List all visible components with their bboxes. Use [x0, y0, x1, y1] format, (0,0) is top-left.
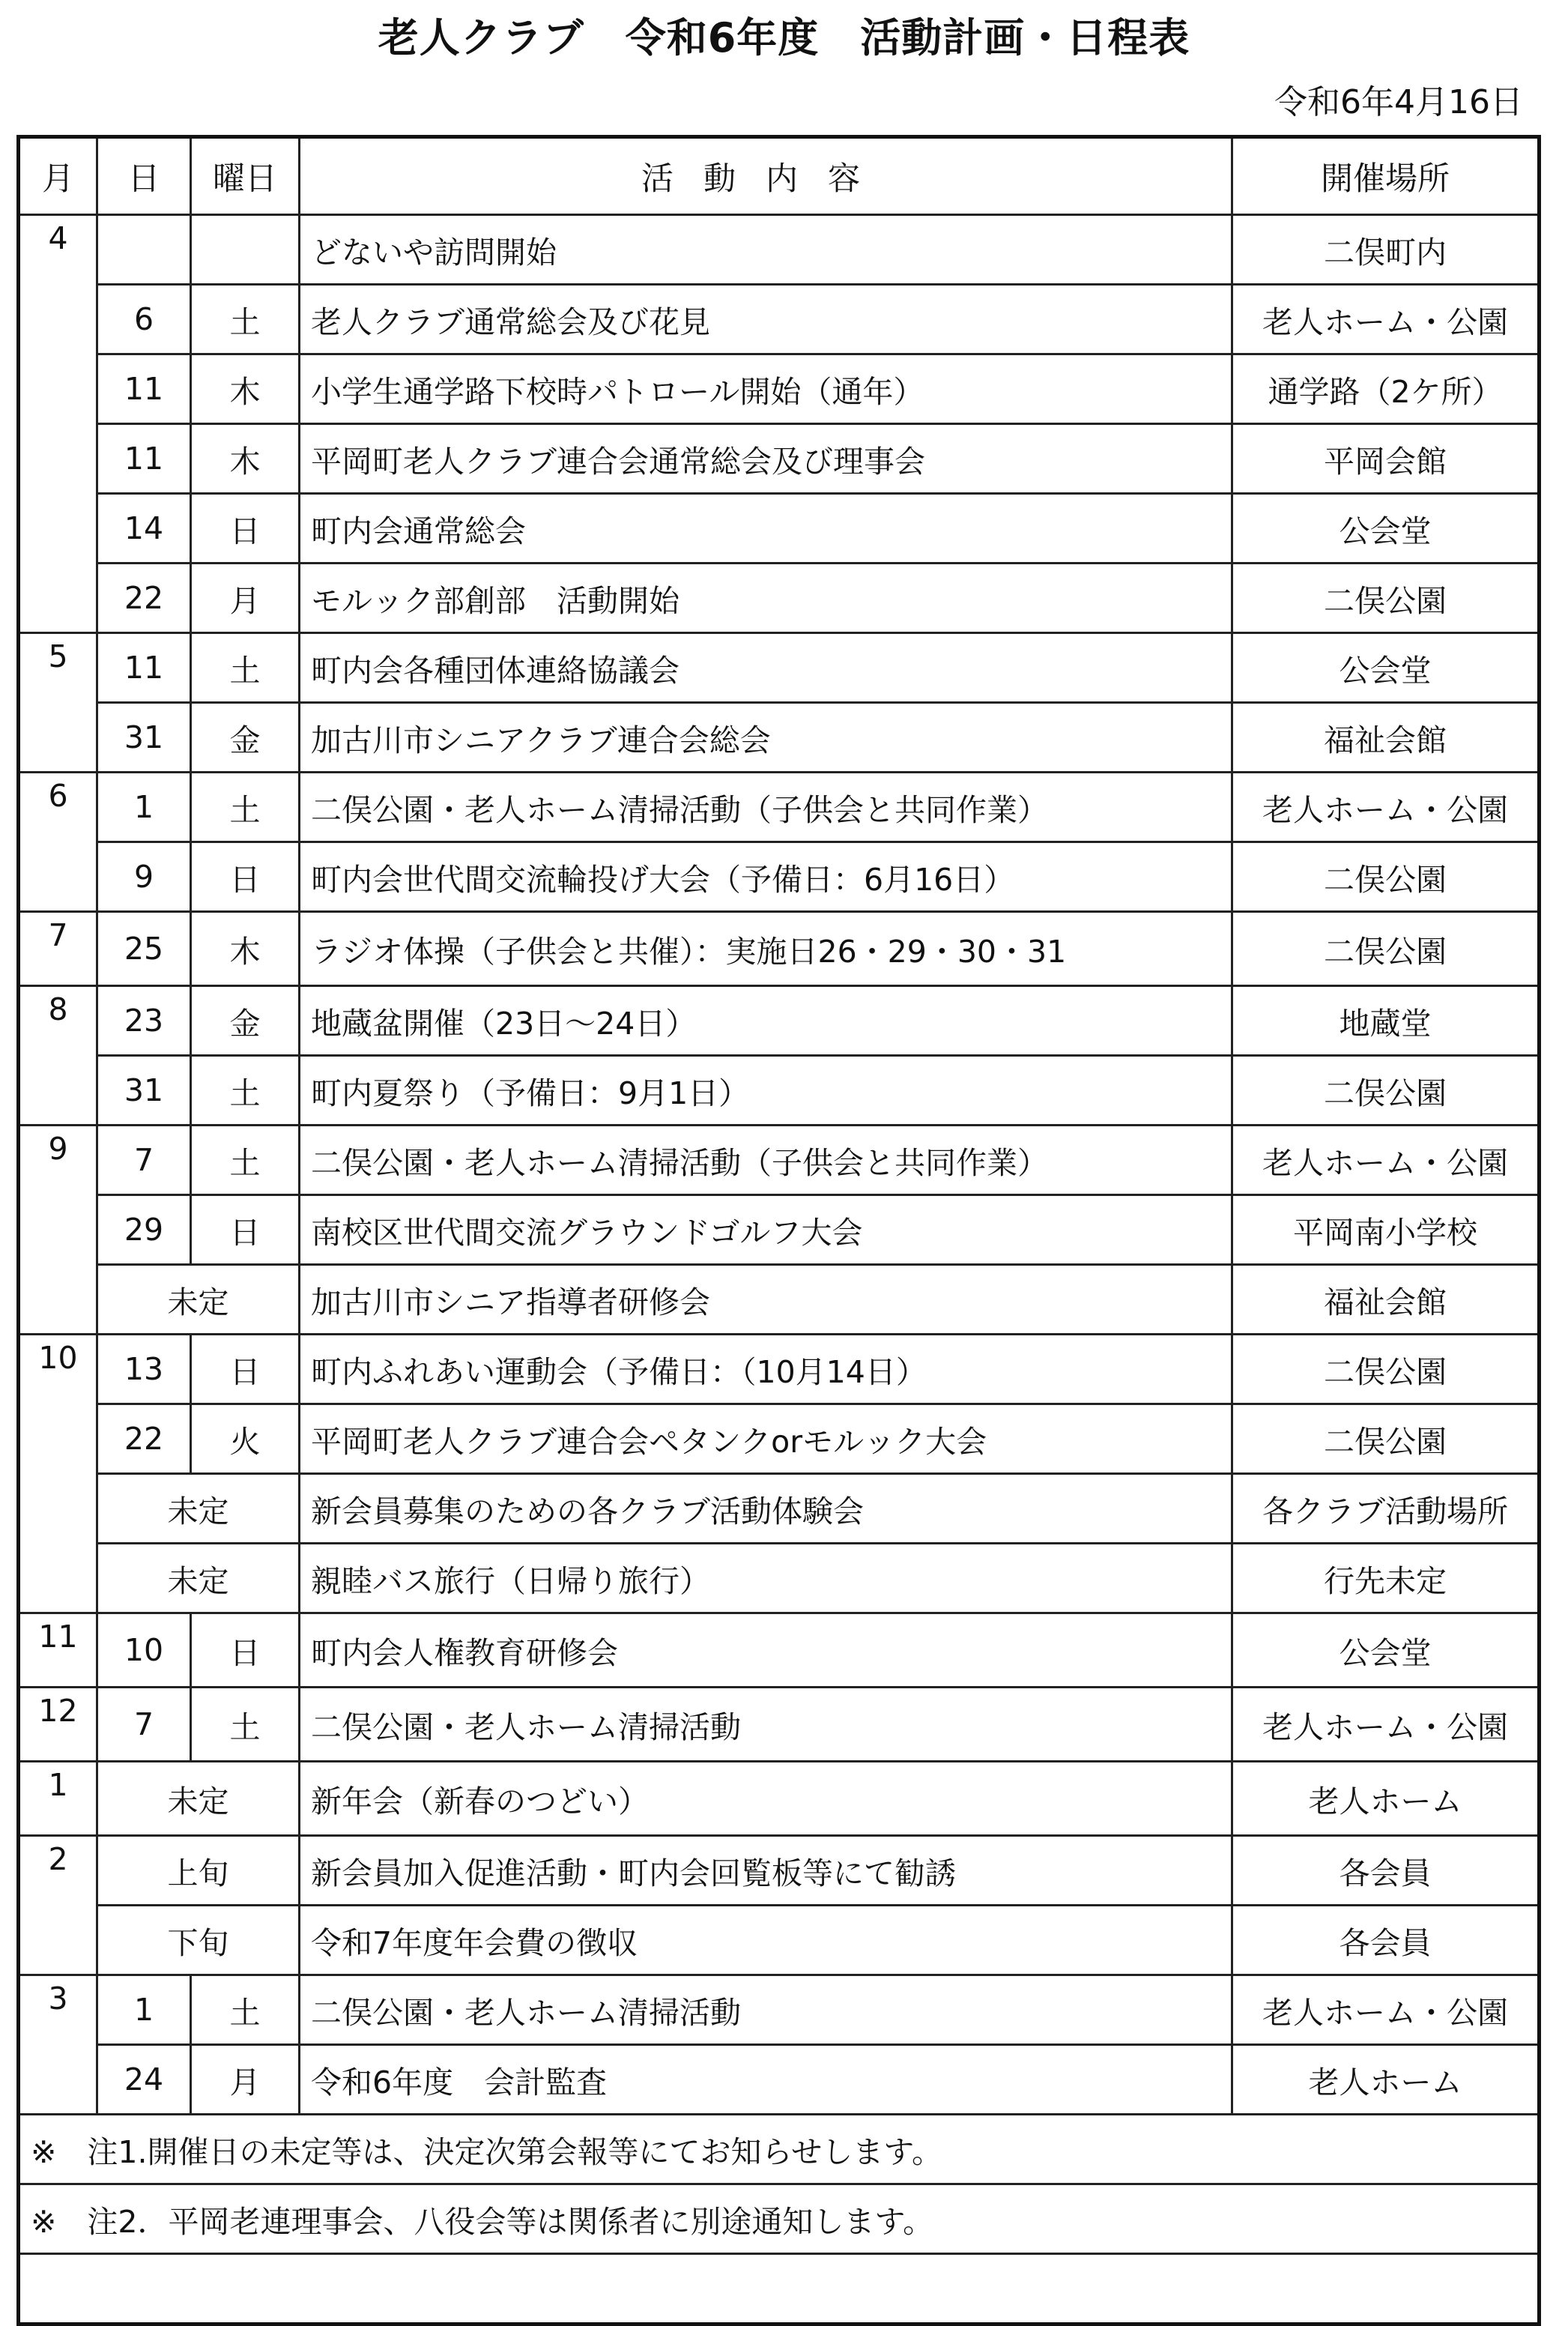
weekday-cell: 土: [191, 285, 300, 354]
venue-cell: 二俣公園: [1232, 912, 1540, 986]
weekday-cell: [191, 215, 300, 285]
venue-cell: 通学路（2ケ所）: [1232, 354, 1540, 424]
venue-cell: 行先未定: [1232, 1544, 1540, 1613]
table-row: [19, 2045, 1540, 2115]
table-row: [19, 1836, 1540, 1906]
venue-cell: 公会堂: [1232, 1613, 1540, 1688]
activity-cell: 二俣公園・老人ホーム清掃活動: [300, 1975, 1232, 2045]
day-cell: 6: [97, 285, 191, 354]
table-row: [19, 633, 1540, 703]
venue-cell: 地蔵堂: [1232, 986, 1540, 1056]
activity-cell: 親睦バス旅行（日帰り旅行）: [300, 1544, 1232, 1613]
activity-cell: 二俣公園・老人ホーム清掃活動（子供会と共同作業）: [300, 1126, 1232, 1195]
activity-cell: 老人クラブ通常総会及び花見: [300, 285, 1232, 354]
table-row: [19, 494, 1540, 564]
month-cell: 11: [19, 1613, 97, 1688]
day-cell: 7: [97, 1126, 191, 1195]
timing-cell: 未定: [97, 1265, 300, 1335]
header-weekday: 曜日: [191, 137, 300, 215]
venue-cell: 二俣公園: [1232, 1335, 1540, 1404]
venue-cell: 二俣公園: [1232, 564, 1540, 633]
day-cell: 10: [97, 1613, 191, 1688]
table-row: [19, 1404, 1540, 1474]
activity-cell: 町内ふれあい運動会（予備日：（10月14日）: [300, 1335, 1232, 1404]
day-cell: 9: [97, 842, 191, 912]
activity-cell: 新会員募集のための各クラブ活動体験会: [300, 1474, 1232, 1544]
activity-cell: 新会員加入促進活動・町内会回覧板等にて勧誘: [300, 1836, 1232, 1906]
table-row: [19, 1335, 1540, 1404]
header-activity: 活動内容: [300, 137, 1232, 215]
table-row: [19, 1975, 1540, 2045]
weekday-cell: 土: [191, 1126, 300, 1195]
table-row: [19, 1613, 1540, 1688]
day-cell: 22: [97, 564, 191, 633]
header-day: 日: [97, 137, 191, 215]
month-cell: 9: [19, 1126, 97, 1335]
activity-cell: 新年会（新春のつどい）: [300, 1762, 1232, 1836]
activity-cell: 町内夏祭り（予備日：9月1日）: [300, 1056, 1232, 1126]
month-cell: 6: [19, 773, 97, 912]
day-cell: 31: [97, 1056, 191, 1126]
note-row: [19, 2184, 1540, 2254]
activity-cell: 令和7年度年会費の徴収: [300, 1906, 1232, 1975]
weekday-cell: 木: [191, 424, 300, 494]
activity-cell: 平岡町老人クラブ連合会ペタンクorモルック大会: [300, 1404, 1232, 1474]
header-month: 月: [19, 137, 97, 215]
day-cell: 22: [97, 1404, 191, 1474]
table-row: [19, 1265, 1540, 1335]
page-title: 老人クラブ 令和6年度 活動計画・日程表: [378, 14, 1190, 61]
table-row: [19, 773, 1540, 842]
month-cell: 4: [19, 215, 97, 633]
activity-cell: 地蔵盆開催（23日～24日）: [300, 986, 1232, 1056]
day-cell: 23: [97, 986, 191, 1056]
weekday-cell: 日: [191, 1613, 300, 1688]
month-cell: 3: [19, 1975, 97, 2115]
day-cell: 14: [97, 494, 191, 564]
month-cell: 7: [19, 912, 97, 986]
table-row: [19, 1474, 1540, 1544]
activity-cell: 町内会各種団体連絡協議会: [300, 633, 1232, 703]
venue-cell: 公会堂: [1232, 633, 1540, 703]
note-row: [19, 2115, 1540, 2184]
weekday-cell: 木: [191, 354, 300, 424]
activity-cell: 二俣公園・老人ホーム清掃活動: [300, 1688, 1232, 1762]
venue-cell: 公会堂: [1232, 494, 1540, 564]
month-cell: 5: [19, 633, 97, 773]
table-row: [19, 703, 1540, 773]
table-row: [19, 1544, 1540, 1613]
table-row: [19, 912, 1540, 986]
blank-cell: [19, 2254, 1540, 2325]
venue-cell: 福祉会館: [1232, 1265, 1540, 1335]
month-cell: 10: [19, 1335, 97, 1613]
day-cell: 11: [97, 633, 191, 703]
table-row: [19, 1762, 1540, 1836]
day-cell: 11: [97, 354, 191, 424]
activity-cell: モルック部創部 活動開始: [300, 564, 1232, 633]
day-cell: 31: [97, 703, 191, 773]
table-row: [19, 1688, 1540, 1762]
timing-cell: 未定: [97, 1762, 300, 1836]
activity-cell: 平岡町老人クラブ連合会通常総会及び理事会: [300, 424, 1232, 494]
weekday-cell: 月: [191, 564, 300, 633]
table-row: [19, 215, 1540, 285]
table-row: [19, 564, 1540, 633]
day-cell: 11: [97, 424, 191, 494]
schedule-table: [16, 135, 1541, 2326]
table-row: [19, 986, 1540, 1056]
venue-cell: 老人ホーム: [1232, 2045, 1540, 2115]
activity-cell: どないや訪問開始: [300, 215, 1232, 285]
note-2: ※ 注2．平岡老連理事会、八役会等は関係者に別途通知します。: [19, 2184, 1540, 2254]
venue-cell: 老人ホーム: [1232, 1762, 1540, 1836]
table-row: [19, 1126, 1540, 1195]
table-row: [19, 842, 1540, 912]
venue-cell: 二俣公園: [1232, 842, 1540, 912]
day-cell: [97, 215, 191, 285]
activity-cell: 二俣公園・老人ホーム清掃活動（子供会と共同作業）: [300, 773, 1232, 842]
timing-cell: 未定: [97, 1544, 300, 1613]
activity-cell: 加古川市シニアクラブ連合会総会: [300, 703, 1232, 773]
weekday-cell: 木: [191, 912, 300, 986]
weekday-cell: 火: [191, 1404, 300, 1474]
activity-cell: 町内会世代間交流輪投げ大会（予備日：6月16日）: [300, 842, 1232, 912]
header-venue: 開催場所: [1232, 137, 1540, 215]
venue-cell: 老人ホーム・公園: [1232, 285, 1540, 354]
table-row: [19, 285, 1540, 354]
venue-cell: 各会員: [1232, 1836, 1540, 1906]
weekday-cell: 日: [191, 494, 300, 564]
weekday-cell: 土: [191, 1975, 300, 2045]
venue-cell: 老人ホーム・公園: [1232, 1126, 1540, 1195]
day-cell: 24: [97, 2045, 191, 2115]
day-cell: 29: [97, 1195, 191, 1265]
table-row: [19, 1906, 1540, 1975]
month-cell: 8: [19, 986, 97, 1126]
venue-cell: 二俣町内: [1232, 215, 1540, 285]
venue-cell: 二俣公園: [1232, 1404, 1540, 1474]
document-date: 令和6年4月16日: [1274, 83, 1523, 121]
weekday-cell: 日: [191, 842, 300, 912]
activity-cell: 加古川市シニア指導者研修会: [300, 1265, 1232, 1335]
weekday-cell: 日: [191, 1195, 300, 1265]
activity-cell: 町内会通常総会: [300, 494, 1232, 564]
weekday-cell: 金: [191, 703, 300, 773]
day-cell: 1: [97, 773, 191, 842]
venue-cell: 平岡南小学校: [1232, 1195, 1540, 1265]
venue-cell: 老人ホーム・公園: [1232, 1975, 1540, 2045]
venue-cell: 老人ホーム・公園: [1232, 1688, 1540, 1762]
weekday-cell: 土: [191, 633, 300, 703]
activity-cell: 小学生通学路下校時パトロール開始（通年）: [300, 354, 1232, 424]
note-1: ※ 注1.開催日の未定等は、決定次第会報等にてお知らせします。: [19, 2115, 1540, 2184]
day-cell: 13: [97, 1335, 191, 1404]
venue-cell: 各クラブ活動場所: [1232, 1474, 1540, 1544]
activity-cell: 令和6年度 会計監査: [300, 2045, 1232, 2115]
day-cell: 7: [97, 1688, 191, 1762]
weekday-cell: 土: [191, 1056, 300, 1126]
table-row: [19, 424, 1540, 494]
table-row: [19, 1056, 1540, 1126]
timing-cell: 下旬: [97, 1906, 300, 1975]
venue-cell: 各会員: [1232, 1906, 1540, 1975]
activity-cell: 南校区世代間交流グラウンドゴルフ大会: [300, 1195, 1232, 1265]
table-row: [19, 1195, 1540, 1265]
weekday-cell: 日: [191, 1335, 300, 1404]
weekday-cell: 金: [191, 986, 300, 1056]
weekday-cell: 土: [191, 1688, 300, 1762]
month-cell: 2: [19, 1836, 97, 1975]
activity-cell: 町内会人権教育研修会: [300, 1613, 1232, 1688]
blank-row: [19, 2254, 1540, 2325]
month-cell: 12: [19, 1688, 97, 1762]
schedule-body: [19, 215, 1540, 2115]
venue-cell: 平岡会館: [1232, 424, 1540, 494]
month-cell: 1: [19, 1762, 97, 1836]
venue-cell: 老人ホーム・公園: [1232, 773, 1540, 842]
timing-cell: 未定: [97, 1474, 300, 1544]
weekday-cell: 土: [191, 773, 300, 842]
day-cell: 1: [97, 1975, 191, 2045]
weekday-cell: 月: [191, 2045, 300, 2115]
header-row: [19, 137, 1540, 215]
venue-cell: 二俣公園: [1232, 1056, 1540, 1126]
day-cell: 25: [97, 912, 191, 986]
table-row: [19, 354, 1540, 424]
venue-cell: 福祉会館: [1232, 703, 1540, 773]
timing-cell: 上旬: [97, 1836, 300, 1906]
activity-cell: ラジオ体操（子供会と共催）：実施日26・29・30・31: [300, 912, 1232, 986]
